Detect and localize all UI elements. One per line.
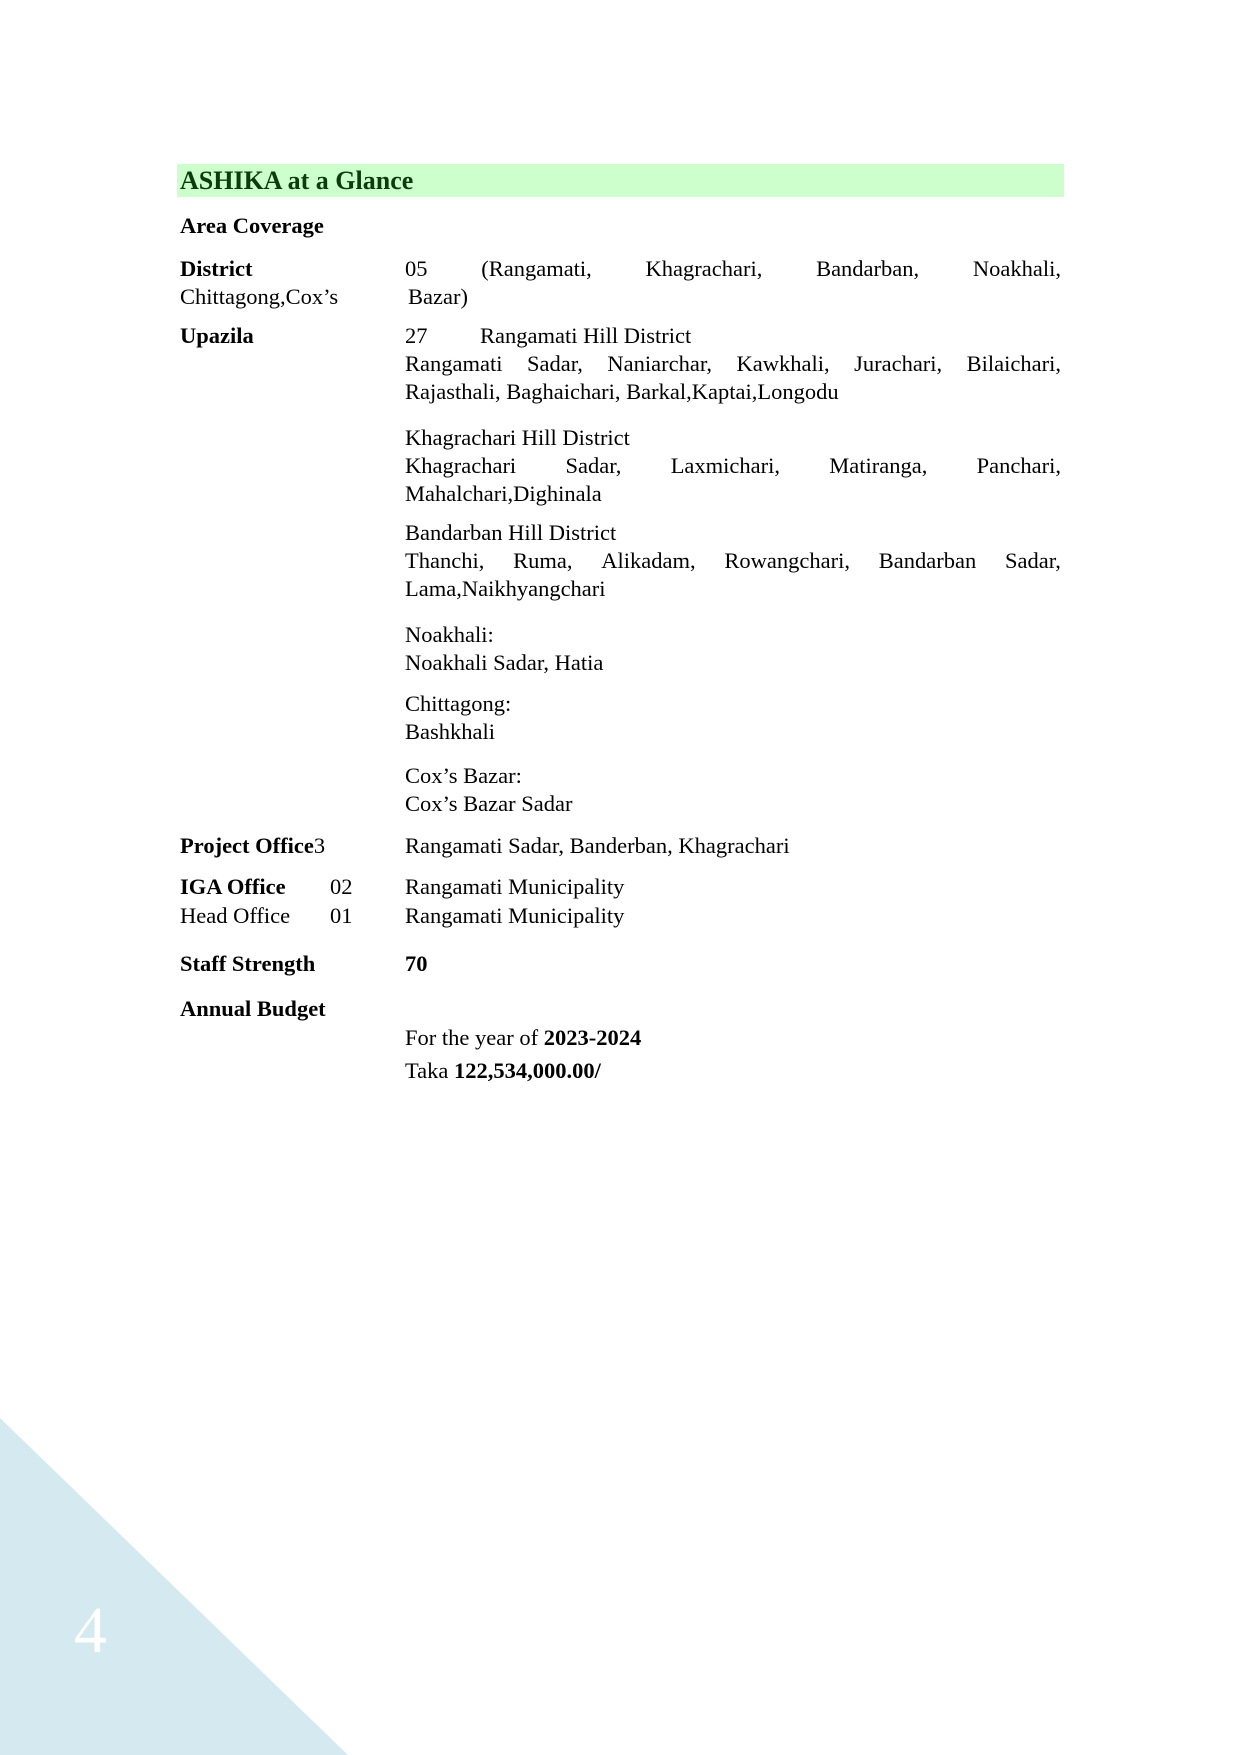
- word: Sadar,: [565, 453, 622, 478]
- upazila-group-line-2: Noakhali Sadar, Hatia: [405, 650, 604, 675]
- amount-value: 122,534,000.00/: [454, 1058, 601, 1083]
- upazila-group-heading: Khagrachari Hill District: [405, 425, 630, 450]
- upazila-count: 27: [405, 323, 428, 348]
- upazila-group-heading: Cox’s Bazar:: [405, 763, 522, 788]
- word: Panchari,: [976, 453, 1061, 478]
- word: Thanchi,: [405, 548, 485, 573]
- upazila-group-line-1: [405, 350, 1061, 378]
- project-office-value: Rangamati Sadar, Banderban, Khagrachari: [405, 833, 790, 858]
- year-value: 2023-2024: [543, 1025, 642, 1050]
- district-count: 05: [405, 256, 428, 281]
- annual-budget-year: [405, 1024, 641, 1052]
- district-word: Khagrachari,: [645, 256, 763, 281]
- iga-office-value: Rangamati Municipality: [405, 874, 625, 899]
- project-office-row: [180, 832, 325, 860]
- word: Bandarban: [878, 548, 977, 573]
- head-office-label: Head Office: [180, 903, 291, 928]
- word: Sadar,: [526, 351, 583, 376]
- district-word: Noakhali,: [972, 256, 1061, 281]
- word: Bilaichari,: [966, 351, 1061, 376]
- head-office-value: Rangamati Municipality: [405, 903, 625, 928]
- upazila-group-line-2: Lama,Naikhyangchari: [405, 576, 606, 601]
- district-line-1: [405, 255, 1061, 283]
- upazila-group-heading: Noakhali:: [405, 622, 494, 647]
- word: Sadar,: [1004, 548, 1061, 573]
- corner-triangle-decoration: [0, 1418, 348, 1755]
- iga-office-label: IGA Office: [180, 874, 286, 899]
- upazila-group-heading: Chittagong:: [405, 691, 512, 716]
- district-line-2: Bazar): [408, 284, 468, 309]
- title-bar: [177, 164, 1064, 197]
- word: Ruma,: [513, 548, 573, 573]
- district-label: District: [180, 256, 253, 281]
- page-number: 4: [74, 1594, 107, 1667]
- project-office-label: Project Office: [180, 833, 314, 858]
- word: Rowangchari,: [724, 548, 850, 573]
- upazila-group-line-1: [405, 547, 1061, 575]
- area-coverage-heading: Area Coverage: [180, 213, 324, 238]
- upazila-group-line-2: Cox’s Bazar Sadar: [405, 791, 573, 816]
- amount-prefix: Taka: [405, 1058, 455, 1083]
- upazila-group-heading: Rangamati Hill District: [480, 323, 692, 348]
- district-word: (Rangamati,: [481, 256, 592, 281]
- word: Jurachari,: [854, 351, 943, 376]
- upazila-group-line-2: Bashkhali: [405, 719, 495, 744]
- word: Laxmichari,: [670, 453, 781, 478]
- upazila-group-line-1: [405, 452, 1061, 480]
- district-label-continued: Chittagong,Cox’s: [180, 284, 339, 309]
- upazila-group-line-2: Rajasthali, Baghaichari, Barkal,Kaptai,Longodu: [405, 379, 839, 404]
- annual-budget-amount: [405, 1057, 601, 1085]
- district-word: Bandarban,: [816, 256, 920, 281]
- word: Naniarchar,: [607, 351, 713, 376]
- word: Alikadam,: [601, 548, 696, 573]
- word: Khagrachari: [405, 453, 517, 478]
- upazila-group-heading: Bandarban Hill District: [405, 520, 617, 545]
- upazila-label: Upazila: [180, 323, 254, 348]
- page-title: ASHIKA at a Glance: [180, 166, 414, 195]
- iga-office-count: 02: [330, 874, 353, 899]
- project-office-count: 3: [313, 833, 326, 858]
- staff-strength-value: 70: [405, 951, 428, 976]
- word: Kawkhali,: [736, 351, 830, 376]
- head-office-count: 01: [330, 903, 353, 928]
- upazila-group-line-2: Mahalchari,Dighinala: [405, 481, 602, 506]
- staff-strength-label: Staff Strength: [180, 951, 316, 976]
- annual-budget-label: Annual Budget: [180, 996, 326, 1021]
- word: Rangamati: [405, 351, 503, 376]
- year-prefix: For the year of: [405, 1025, 544, 1050]
- word: Matiranga,: [829, 453, 928, 478]
